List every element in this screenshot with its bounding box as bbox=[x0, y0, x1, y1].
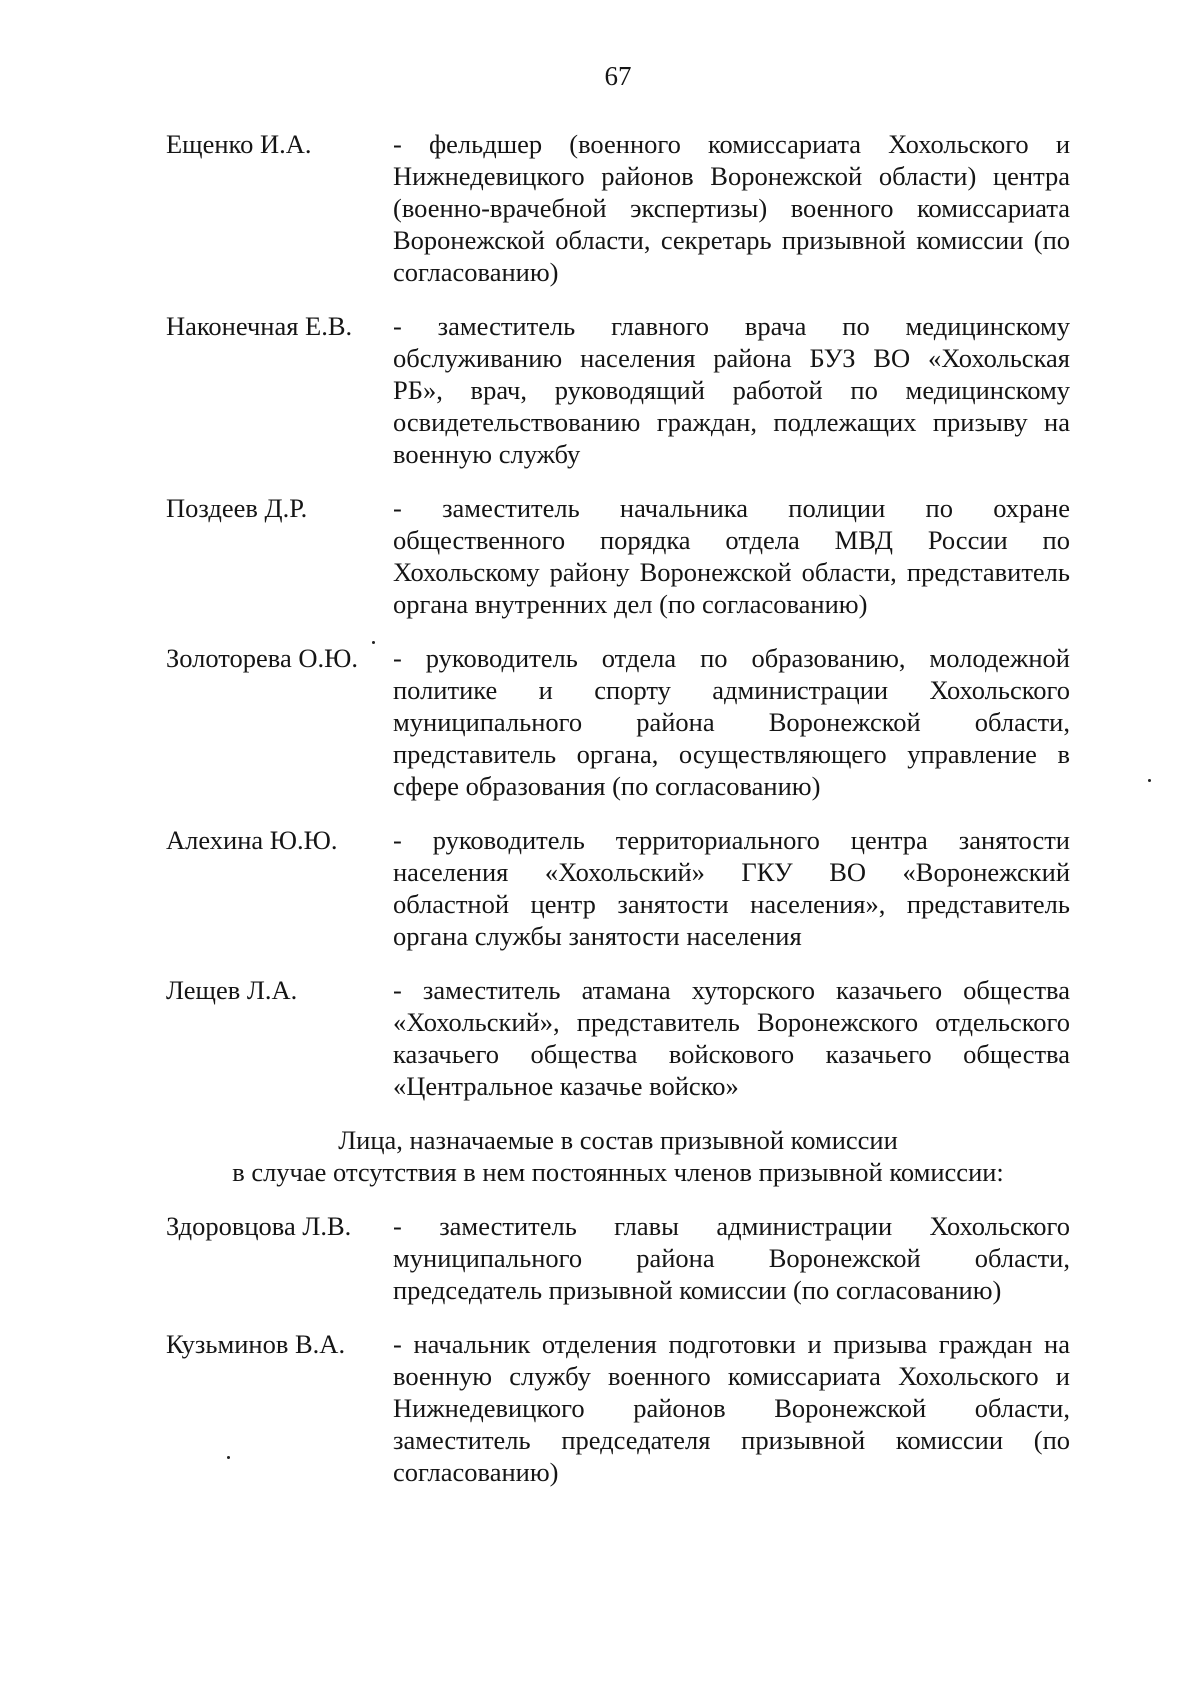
section-heading-line-2: в случае отсутствия в нем постоянных членов призывной комиссии: bbox=[232, 1157, 1004, 1187]
scan-speck bbox=[1148, 779, 1151, 782]
substitute-entry bbox=[166, 1328, 1070, 1488]
member-position: - заместитель атамана хуторского казачьего общества «Хохольский», представитель Воронежского отдельского казачьего общества войскового казачьего общества «Центральное казачье войско» bbox=[393, 975, 1070, 1101]
scan-speck bbox=[227, 1456, 230, 1459]
member-entry bbox=[166, 974, 1070, 1102]
member-entry bbox=[166, 128, 1070, 288]
scan-speck bbox=[372, 641, 375, 644]
member-entry bbox=[166, 642, 1070, 802]
member-position: - заместитель главного врача по медицинскому обслуживанию населения района БУЗ ВО «Хохольская РБ», врач, руководящий работой по медицинскому освидетельствованию граждан, подлежащих призыву на военную службу bbox=[393, 311, 1070, 469]
member-position: - руководитель территориального центра занятости населения «Хохольский» ГКУ ВО «Воронежский областной центр занятости населения», представитель органа службы занятости населения bbox=[393, 825, 1070, 951]
member-name: Золоторева О.Ю. bbox=[166, 643, 358, 673]
member-entry bbox=[166, 310, 1070, 470]
member-position: - фельдшер (военного комиссариата Хохольского и Нижнедевицкого районов Воронежской области) центра (военно-врачебной экспертизы) военного комиссариата Воронежской области, секретарь призывной комиссии (по согласованию) bbox=[393, 129, 1070, 287]
substitute-position: - начальник отделения подготовки и призыва граждан на военную службу военного комиссариата Хохольского и Нижнедевицкого районов Воронежской области, заместитель председателя призывной комиссии (по согласованию) bbox=[393, 1329, 1070, 1487]
member-name: Алехина Ю.Ю. bbox=[166, 825, 338, 855]
substitute-position: - заместитель главы администрации Хохольского муниципального района Воронежской области, председатель призывной комиссии (по согласованию) bbox=[393, 1211, 1070, 1305]
section-heading-line-1: Лица, назначаемые в состав призывной комиссии bbox=[338, 1125, 898, 1155]
member-name: Ещенко И.А. bbox=[166, 129, 312, 159]
member-name: Лещев Л.А. bbox=[166, 975, 298, 1005]
member-name: Наконечная Е.В. bbox=[166, 311, 353, 341]
substitutes-section-heading bbox=[166, 1124, 1070, 1188]
page-number: 67 bbox=[604, 61, 632, 91]
substitute-name: Кузьминов В.А. bbox=[166, 1329, 346, 1359]
member-position: - заместитель начальника полиции по охране общественного порядка отдела МВД России по Хохольскому району Воронежской области, представитель органа внутренних дел (по согласованию) bbox=[393, 493, 1070, 619]
member-entry bbox=[166, 824, 1070, 952]
member-name: Поздеев Д.Р. bbox=[166, 493, 308, 523]
member-entry bbox=[166, 492, 1070, 620]
commission-members-list bbox=[166, 128, 1070, 1510]
substitute-name: Здоровцова Л.В. bbox=[166, 1211, 352, 1241]
member-position: - руководитель отдела по образованию, молодежной политике и спорту администрации Хохольского муниципального района Воронежской области, представитель органа, осуществляющего управление в сфере образования (по согласованию) bbox=[393, 643, 1070, 801]
substitute-entry bbox=[166, 1210, 1070, 1306]
